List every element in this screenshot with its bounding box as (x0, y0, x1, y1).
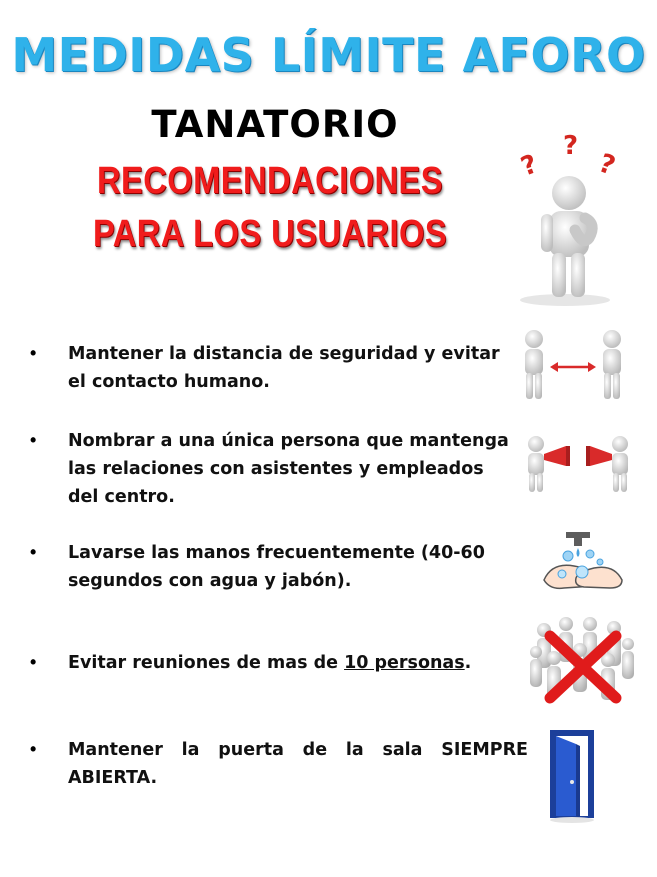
page-title: MEDIDAS LÍMITE AFORO (11, 28, 646, 82)
svg-text:?: ? (563, 131, 579, 161)
item-text-line: segundos con agua y jabón). (68, 571, 352, 591)
item-text (68, 340, 528, 396)
item-text-part: . (464, 653, 472, 673)
item-text-line: del centro. (68, 487, 175, 507)
svg-text:?: ? (517, 149, 542, 183)
item-text-line: Mantener la distancia de seguridad y evitar (68, 344, 500, 364)
bullet: • (30, 652, 37, 672)
item-text (68, 427, 528, 511)
recommendations-heading-line2: PARA LOS USUARIOS (92, 213, 448, 255)
handwash-icon (538, 528, 628, 596)
item-text-line: Nombrar a una única persona que mantenga (68, 431, 509, 451)
megaphone-icon (522, 432, 634, 494)
item-text (68, 736, 528, 792)
bullet: • (30, 430, 37, 450)
item-text-part: Evitar reuniones de mas de (68, 653, 345, 673)
bullet: • (30, 343, 37, 363)
subtitle: TANATORIO (151, 103, 399, 146)
distance-icon (514, 325, 632, 405)
item-text (68, 539, 528, 595)
item-text (68, 649, 528, 677)
bullet: • (30, 739, 37, 759)
recommendations-heading-line1: RECOMENDACIONES (97, 160, 443, 202)
item-text-line: Lavarse las manos frecuentemente (40-60 (68, 543, 485, 563)
svg-text:?: ? (594, 148, 620, 182)
item-text-line: Mantener la puerta de la sala SIEMPRE (68, 740, 528, 760)
item-text-line: ABIERTA. (68, 768, 158, 788)
item-text-underlined: 10 personas (344, 653, 465, 673)
item-text-line: las relaciones con asistentes y empleados (68, 459, 484, 479)
open-door-icon (546, 726, 598, 824)
item-text-line: el contacto humano. (68, 372, 270, 392)
no-group-icon (528, 614, 636, 706)
thinking-person-icon (485, 118, 630, 308)
bullet: • (30, 542, 37, 562)
